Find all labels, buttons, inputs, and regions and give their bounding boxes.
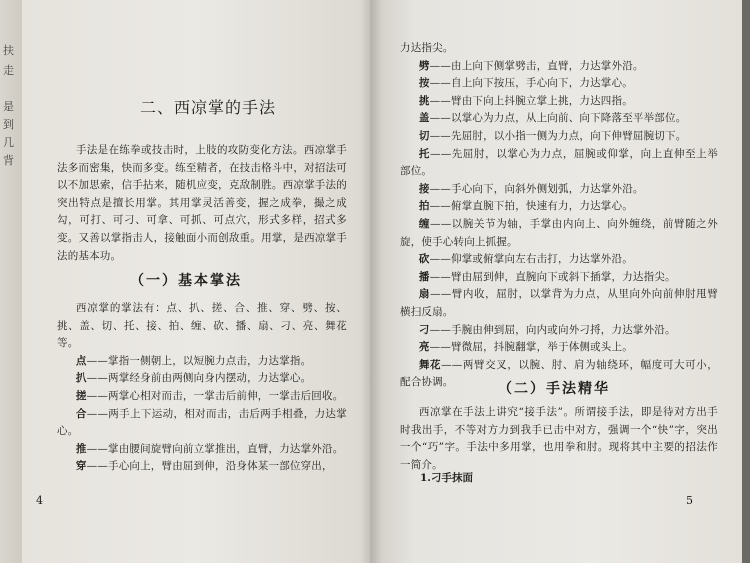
previous-page-edge bbox=[0, 0, 22, 563]
definition: ——仰掌或俯掌向左右击打，力达掌外沿。 bbox=[429, 253, 633, 266]
list-item bbox=[57, 458, 347, 476]
term: 砍 bbox=[418, 253, 430, 266]
definition: ——臂微屈，抖腕翻掌，举于体侧或头上。 bbox=[429, 341, 633, 354]
prev-page-char: 背 bbox=[3, 154, 14, 167]
list-item bbox=[400, 75, 718, 93]
prev-page-char: 到 bbox=[3, 118, 14, 131]
intro-paragraph bbox=[57, 142, 347, 265]
list-item bbox=[57, 370, 347, 388]
term: 按 bbox=[418, 77, 430, 90]
prev-page-char: 走 bbox=[3, 64, 14, 77]
term: 劈 bbox=[418, 59, 430, 72]
definition: ——由上向下侧掌劈击，直臂，力达掌外沿。 bbox=[429, 59, 644, 72]
term: 点 bbox=[75, 354, 87, 367]
term: 播 bbox=[418, 270, 430, 283]
list-item bbox=[57, 441, 347, 459]
chapter-title: 二、西凉掌的手法 bbox=[140, 98, 277, 117]
list-item bbox=[400, 339, 718, 357]
list-item bbox=[400, 322, 718, 340]
prev-page-char: 扶 bbox=[3, 44, 14, 57]
definition: ——手心向下，向斜外侧划弧，力达掌外沿。 bbox=[429, 182, 644, 195]
term: 切 bbox=[418, 129, 430, 142]
palm-methods-list bbox=[57, 300, 347, 476]
page-number-left: 4 bbox=[36, 494, 43, 507]
term: 扇 bbox=[418, 288, 430, 301]
palm-methods-list-continued bbox=[400, 40, 718, 392]
term: 托 bbox=[418, 147, 430, 160]
term: 亮 bbox=[418, 341, 430, 354]
term: 挑 bbox=[418, 94, 430, 107]
definition: ——先屈肘，以小指一侧为力点，向下伸臂屈腕切下。 bbox=[429, 129, 687, 142]
section-heading-basic-palms: （一）基本掌法 bbox=[130, 273, 242, 289]
definition: ——手心向上，臂由屈到伸，沿身体某一部位穿出， bbox=[86, 460, 333, 473]
list-item bbox=[400, 110, 718, 128]
continued-text: 力达指尖。 bbox=[400, 42, 454, 54]
term: 缠 bbox=[418, 217, 430, 230]
definition: ——两掌经身前由两侧向身内摆动，力达掌心。 bbox=[86, 372, 312, 385]
section2-intro: 西凉掌在手法上讲究“接手法”。所谓接手法，即是待对方出手时我出手，不等对方力到我手已击中对方，强调一个“快”字，突出一个“巧”字。手法中多用掌，也用拳和肘。现将其中主要的招法作一简介。 bbox=[400, 406, 718, 471]
list-item bbox=[400, 181, 718, 199]
list-item bbox=[400, 128, 718, 146]
section-heading-essence: （二）手法精华 bbox=[498, 381, 610, 397]
definition: ——俯掌直腕下拍，快速有力，力达掌心。 bbox=[429, 200, 633, 213]
list-item bbox=[400, 146, 718, 181]
term: 推 bbox=[75, 442, 87, 455]
term: 扒 bbox=[75, 372, 87, 385]
list-item bbox=[57, 388, 347, 406]
intro-text: 手法是在练拳或技击时，上肢的攻防变化方法。西凉掌手法多而密集，快而多变。练至精者，在技击格斗中，对招法可以不加思索，信手拈来，随机应变，克敌制胜。西凉掌手法的突出特点是擅长用掌。其用掌灵活善变，握之成拳，撮之成勾，可打、可刁、可拿、可抓、可点穴，形式多样，招式多变。又善以掌指击人，接触面小而创敌重。用掌，是西凉掌手法的基本功。 bbox=[57, 144, 347, 262]
list-item bbox=[400, 198, 718, 216]
term: 舞花 bbox=[418, 358, 442, 371]
list-item bbox=[400, 58, 718, 76]
section1-intro: 西凉掌的掌法有：点、扒、搓、合、推、穿、劈、按、挑、盖、切、托、接、拍、缠、砍、播、扇、刁、亮、舞花等。 bbox=[57, 302, 347, 350]
page-number-right: 5 bbox=[686, 494, 693, 507]
term: 合 bbox=[75, 407, 87, 420]
book-gutter bbox=[360, 0, 382, 563]
definition: ——臂由下向上抖腕立掌上挑，力达四指。 bbox=[429, 94, 633, 107]
definition: ——以掌心为力点，从上向前、向下降落至平举部位。 bbox=[429, 112, 687, 125]
term: 接 bbox=[418, 182, 430, 195]
term: 刁 bbox=[418, 323, 430, 336]
list-item bbox=[400, 269, 718, 287]
definition: ——两臂交叉，以腕、肘、肩为轴绕环，幅度可大可小，配合协调。 bbox=[400, 358, 718, 389]
term: 搓 bbox=[75, 389, 87, 402]
definition: ——掌指一侧朝上，以短腕力点击，力达掌指。 bbox=[86, 354, 312, 367]
prev-page-char: 是 bbox=[3, 100, 14, 113]
list-item bbox=[57, 353, 347, 371]
left-page bbox=[22, 0, 370, 563]
definition: ——臂内收，屈肘，以掌背为力点，从里向外向前伸肘甩臂横扫反扇。 bbox=[400, 288, 718, 318]
list-item bbox=[400, 251, 718, 269]
list-item bbox=[400, 216, 718, 251]
term: 拍 bbox=[418, 200, 430, 213]
list-item bbox=[400, 286, 718, 321]
right-page bbox=[370, 0, 742, 563]
prev-page-char: 几 bbox=[3, 136, 14, 149]
definition: ——两手上下运动，相对而击，击后两手相叠，力达掌心。 bbox=[57, 407, 347, 438]
technique-subheading: 1.刁手抹面 bbox=[420, 472, 473, 484]
definition: ——臂由屈到伸，直腕向下或斜下插掌，力达指尖。 bbox=[429, 270, 676, 283]
definition: ——手腕由伸到屈，向内或向外刁捋，力达掌外沿。 bbox=[429, 323, 676, 336]
page-edge-shadow bbox=[742, 0, 750, 563]
essence-paragraph bbox=[400, 404, 718, 474]
term: 穿 bbox=[75, 460, 87, 473]
definition: ——先屈肘，以掌心为力点，屈腕或仰掌，向上直伸至上举部位。 bbox=[400, 147, 718, 178]
definition: ——两掌心相对而击，一掌击后前伸，一掌击后回收。 bbox=[86, 389, 344, 402]
definition: ——掌由腰间旋臂向前立掌推出，直臂，力达掌外沿。 bbox=[86, 442, 344, 455]
definition: ——以腕关节为轴，手掌由内向上、向外缠绕，前臂随之外旋，使手心转向上抓握。 bbox=[400, 217, 718, 248]
list-item bbox=[57, 406, 347, 441]
definition: ——自上向下按压，手心向下，力达掌心。 bbox=[429, 77, 633, 90]
list-item bbox=[400, 93, 718, 111]
term: 盖 bbox=[418, 112, 430, 125]
